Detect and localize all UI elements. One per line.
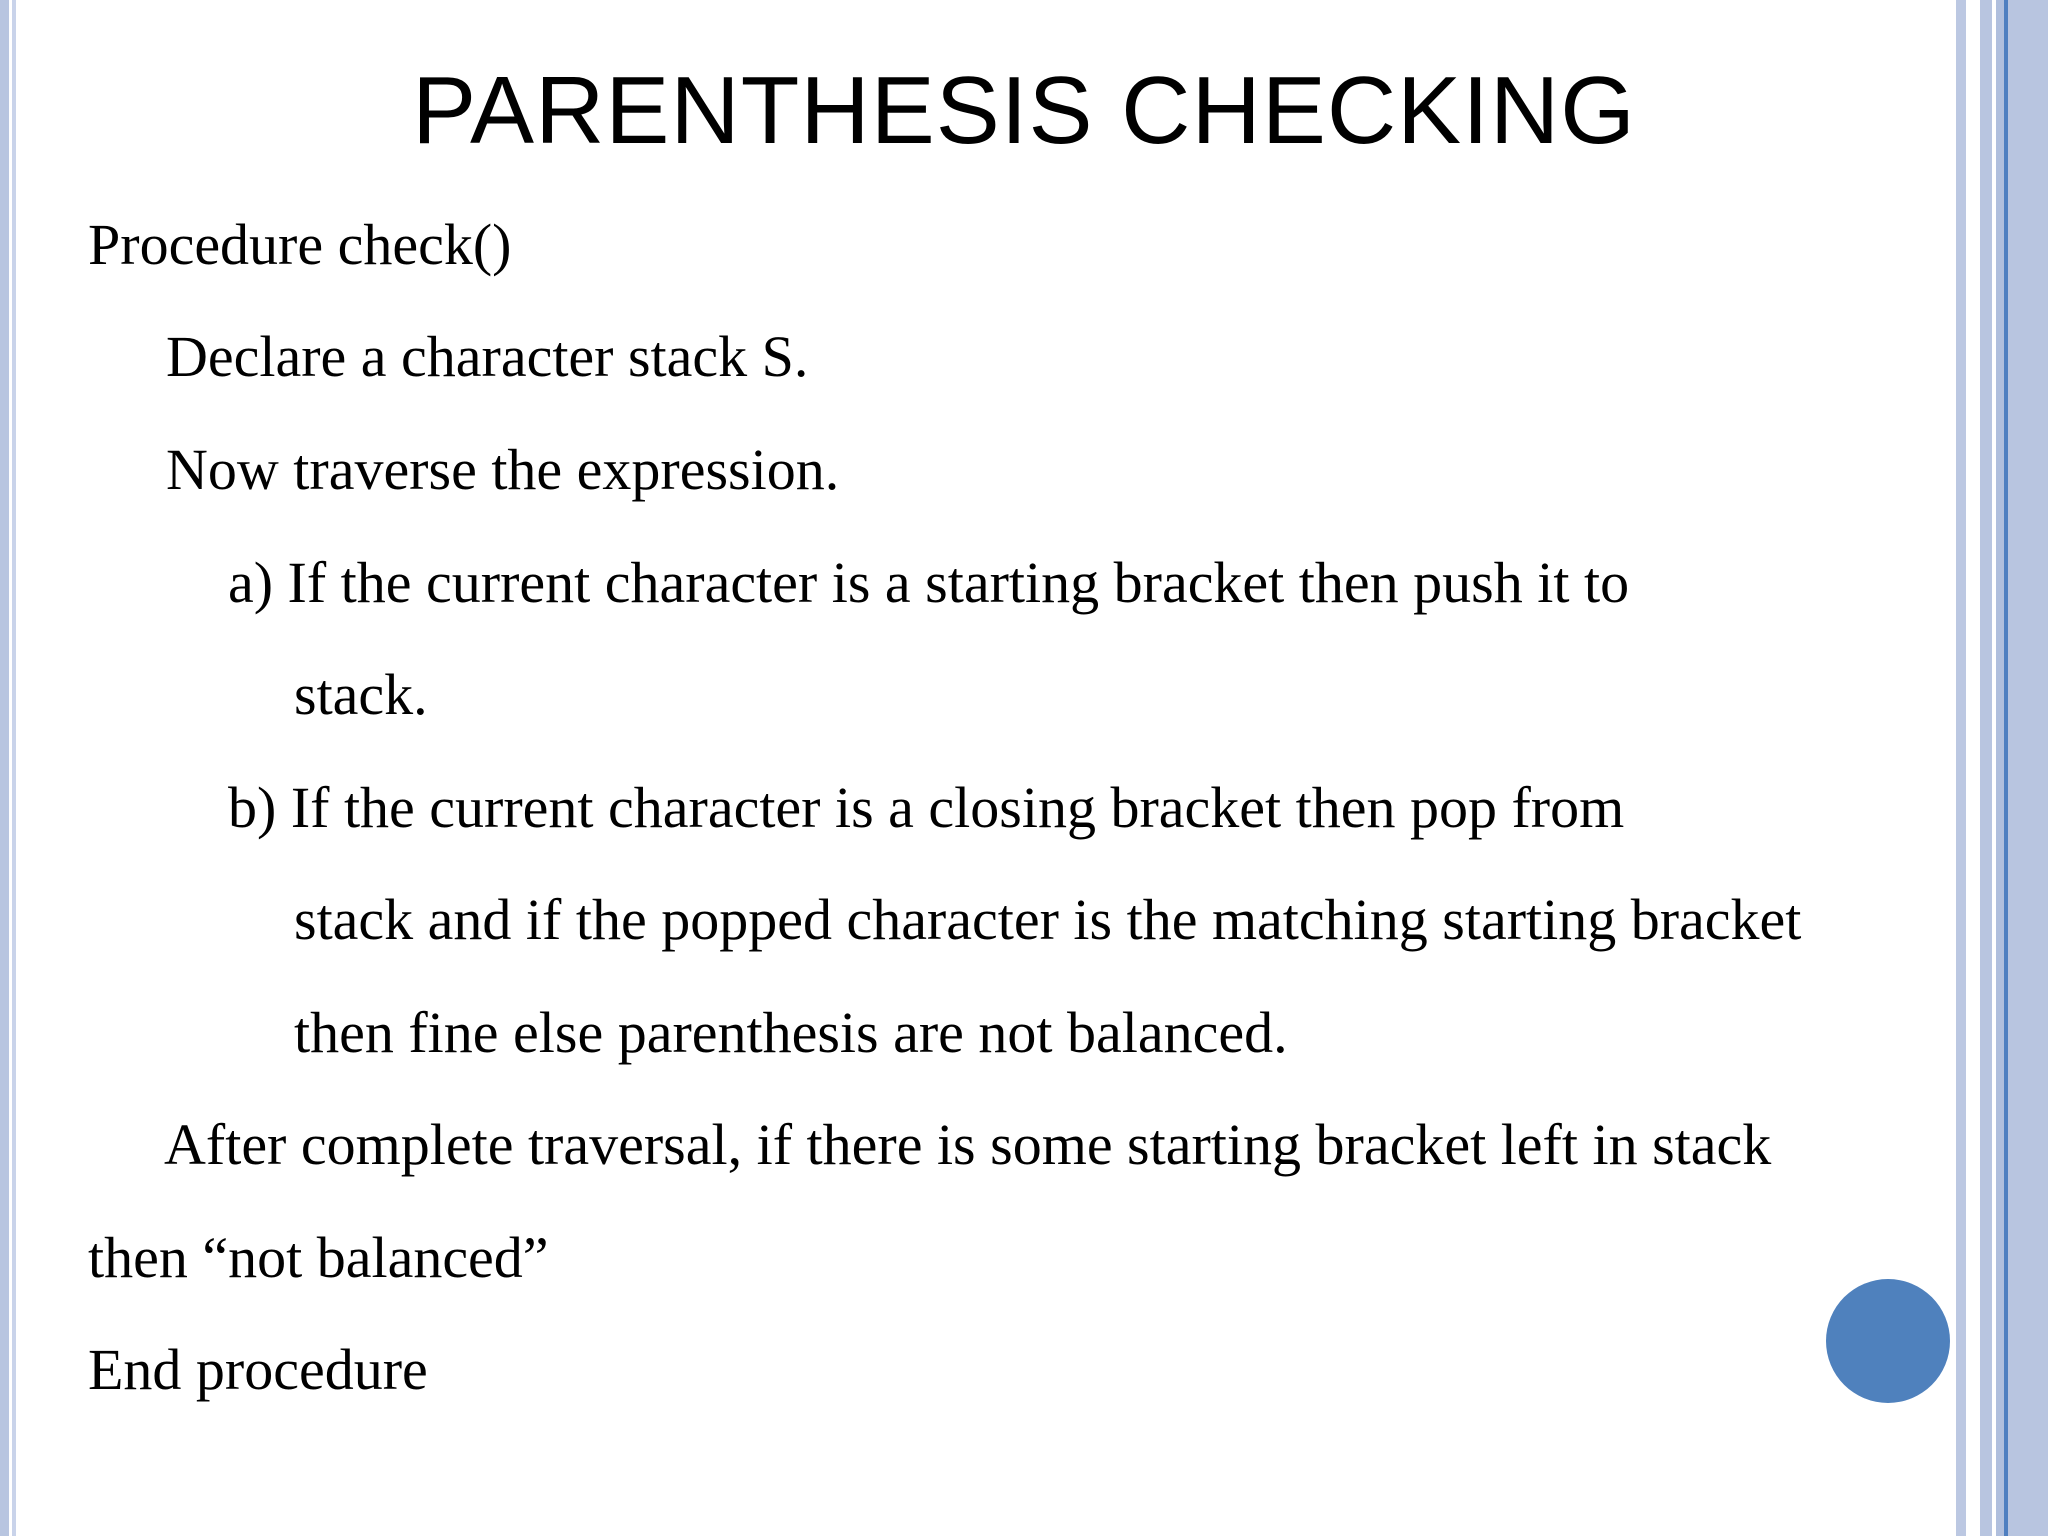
step-a-line: a) If the current character is a starting bracket then push it to	[228, 550, 1630, 615]
right-border-stripe-4	[2008, 0, 2048, 1536]
not-balanced-line: then “not balanced”	[88, 1225, 549, 1290]
decorative-circle	[1826, 1279, 1950, 1403]
step-b-continuation-line-2: then fine else parenthesis are not balanced.	[294, 1000, 1288, 1065]
right-border-stripe-2	[1980, 0, 1992, 1536]
traverse-line: Now traverse the expression.	[166, 437, 840, 502]
right-border-stripe-3	[1996, 0, 2004, 1536]
procedure-header-line: Procedure check()	[88, 212, 512, 277]
slide-title: PARENTHESIS CHECKING	[412, 57, 1636, 164]
step-a-continuation-line: stack.	[294, 662, 428, 727]
step-b-continuation-line-1: stack and if the popped character is the matching starting bracket	[294, 887, 1802, 952]
after-traversal-line: After complete traversal, if there is some starting bracket left in stack	[164, 1112, 1772, 1177]
left-border-thin-stripe	[12, 0, 16, 1536]
declare-stack-line: Declare a character stack S.	[166, 324, 809, 389]
left-border-stripe	[0, 0, 9, 1536]
right-border-stripe-1	[1956, 0, 1966, 1536]
step-b-line: b) If the current character is a closing bracket then pop from	[228, 775, 1625, 840]
end-procedure-line: End procedure	[88, 1337, 428, 1402]
right-border-gap-1	[1966, 0, 1980, 1536]
